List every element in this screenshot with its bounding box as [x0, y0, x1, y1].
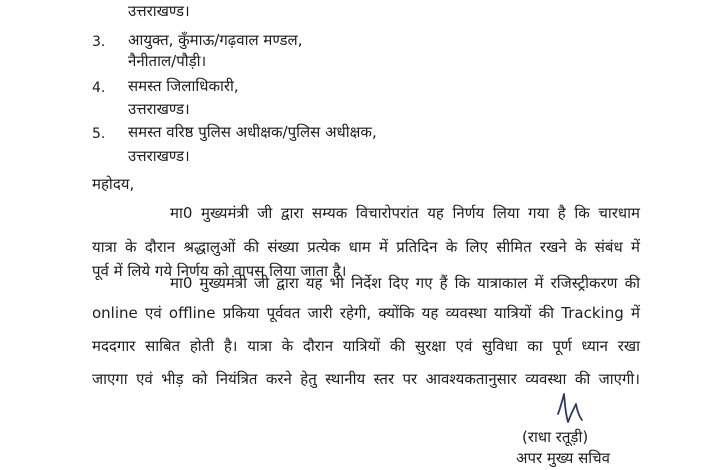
addressee-3-number: 3. — [92, 34, 106, 50]
addressee-2-line2: उत्तराखण्ड। — [128, 2, 190, 20]
paragraph-line: यात्रा के दौरान श्रद्धालुओं की संख्या प्रत्येक धाम में प्रतिदिन के लिए सीमित रखने के संबंध में — [92, 238, 640, 256]
signatory-name: (राधा रतूड़ी) — [522, 428, 589, 446]
addressee-4-line1: समस्त जिलाधिकारी, — [128, 77, 239, 95]
addressee-4-number: 4. — [92, 80, 106, 96]
paragraph-line: मा0 मुख्यमंत्री जी द्वारा सम्यक विचारोपरांत यह निर्णय लिया गया है कि चारधाम — [170, 204, 640, 222]
paragraph-line: मददगार साबित होती है। यात्रा के दौरान यात्रियों की सुरक्षा एवं सुविधा का पूर्ण ध्यान रखा — [92, 337, 640, 355]
paragraph-line: पूर्व में लिये गये निर्णय को वापस लिया जाता है। — [92, 262, 347, 280]
paragraph-line: online एवं offline प्रकिया पूर्ववत जारी रहेगी, क्योंकि यह व्यवस्था यात्रियों की Tracking में — [92, 304, 640, 322]
paragraph-line: जाएगा एवं भीड़ को नियंत्रित करने हेतु स्थानीय स्तर पर आवश्यकतानुसार व्यवस्था की जाएगी। — [92, 370, 640, 388]
signature-mark — [552, 392, 588, 426]
addressee-3-line2: नैनीताल/पौड़ी। — [128, 52, 207, 70]
paragraph-line: मा0 मुख्यमंत्री जी द्वारा यह भी निर्देश दिए गए हैं कि यात्राकाल में रजिस्ट्रीकरण की — [170, 274, 640, 292]
addressee-5-line1: समस्त वरिष्ठ पुलिस अधीक्षक/पुलिस अधीक्षक, — [128, 123, 377, 141]
addressee-3-line1: आयुक्त, कुँमाऊ/गढ़वाल मण्डल, — [128, 31, 303, 49]
addressee-5-number: 5. — [92, 126, 106, 142]
signatory-designation: अपर मुख्य सचिव — [516, 449, 610, 467]
salutation: महोदय, — [92, 175, 135, 193]
addressee-4-line2: उत्तराखण्ड। — [128, 100, 190, 118]
addressee-5-line2: उत्तराखण्ड। — [128, 147, 190, 165]
